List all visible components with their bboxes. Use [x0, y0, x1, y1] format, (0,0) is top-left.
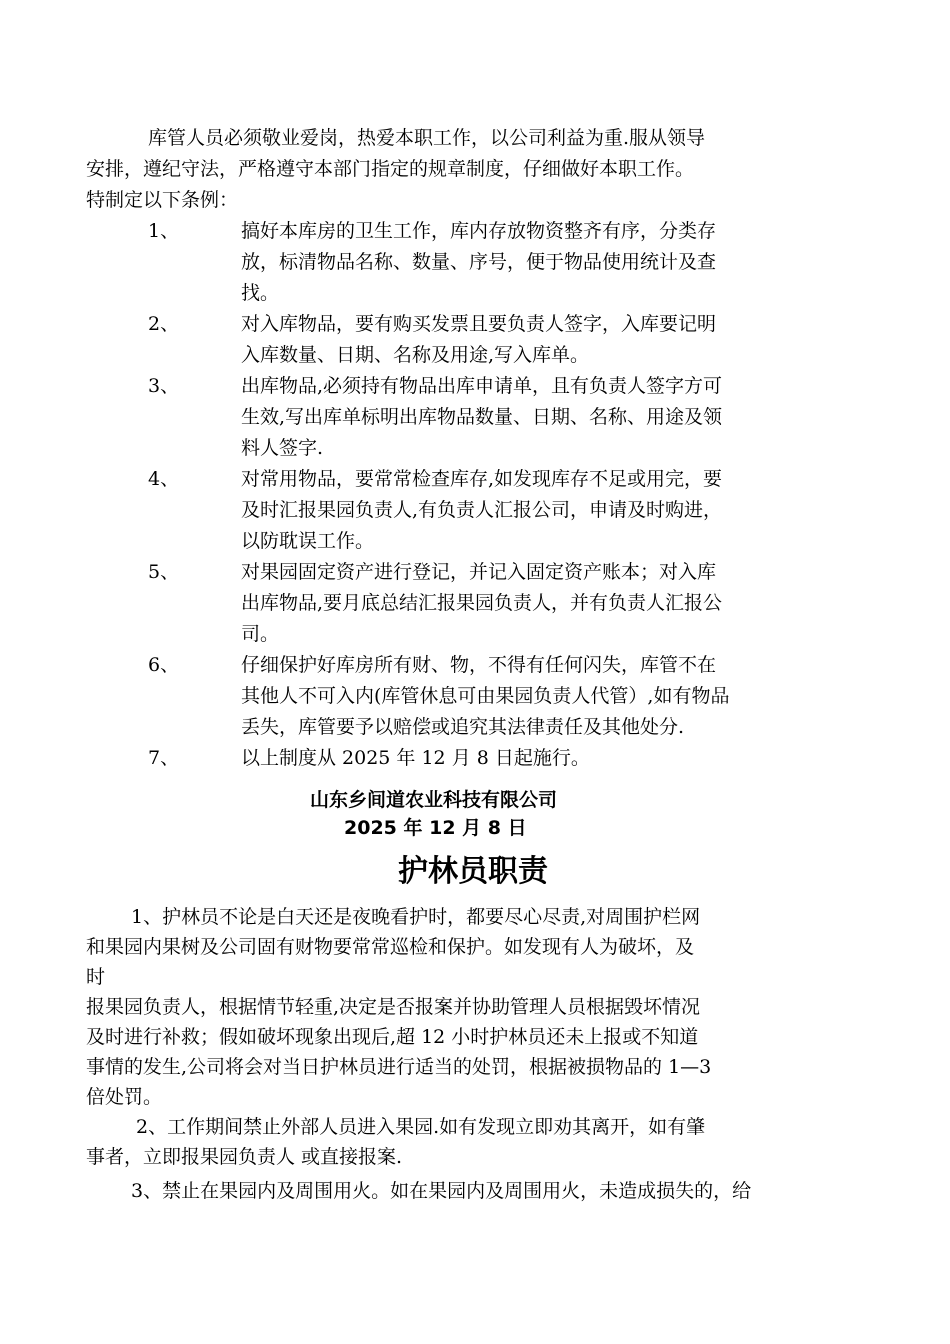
duty-line: 报果园负责人，根据情节轻重,决定是否报案并协助管理人员根据毁坏情况	[86, 996, 701, 1018]
duty-line: 事情的发生,公司将会对当日护林员进行适当的处罚，根据被损物品的 1—3	[86, 1056, 712, 1078]
rule-number: 7、	[148, 747, 180, 769]
section-title: 护林员职责	[398, 854, 548, 889]
intro-line: 库管人员必须敬业爱岗，热爱本职工作，以公司利益为重.服从领导	[148, 127, 706, 149]
rule-line: 以防耽误工作。	[241, 530, 375, 552]
duty-line: 2、工作期间禁止外部人员进入果园.如有发现立即劝其离开，如有肇	[136, 1116, 706, 1138]
rule-line: 放，标清物品名称、数量、序号，便于物品使用统计及查	[241, 251, 717, 273]
rule-number: 1、	[148, 220, 180, 242]
signature-date: 2025 年 12 月 8 日	[344, 817, 527, 839]
rule-line: 其他人不可入内(库管休息可由果园负责人代管）,如有物品	[241, 685, 730, 707]
rule-line: 对果园固定资产进行登记，并记入固定资产账本；对入库	[241, 561, 717, 583]
rule-line: 料人签字.	[241, 437, 324, 459]
rule-line: 司。	[241, 623, 280, 645]
rule-line: 仔细保护好库房所有财、物，不得有任何闪失，库管不在	[241, 654, 717, 676]
rule-line: 入库数量、日期、名称及用途,写入库单。	[241, 344, 590, 366]
rule-number: 6、	[148, 654, 180, 676]
intro-line: 安排，遵纪守法，严格遵守本部门指定的规章制度，仔细做好本职工作。	[86, 158, 695, 180]
company-name: 山东乡间道农业科技有限公司	[310, 789, 558, 811]
duty-line: 1、护林员不论是白天还是夜晚看护时，都要尽心尽责,对周围护栏网	[131, 906, 701, 928]
duty-line: 及时进行补救；假如破坏现象出现后,超 12 小时护林员还未上报或不知道	[86, 1026, 699, 1048]
rule-line: 出库物品,要月底总结汇报果园负责人，并有负责人汇报公	[241, 592, 723, 614]
rule-line: 对入库物品，要有购买发票且要负责人签字，入库要记明	[241, 313, 717, 335]
duty-line: 和果园内果树及公司固有财物要常常巡检和保护。如发现有人为破坏，及	[86, 936, 695, 958]
rule-line: 出库物品,必须持有物品出库申请单，且有负责人签字方可	[241, 375, 723, 397]
duty-line: 倍处罚。	[86, 1086, 163, 1108]
rule-number: 5、	[148, 561, 180, 583]
rule-number: 4、	[148, 468, 180, 490]
rule-line: 搞好本库房的卫生工作，库内存放物资整齐有序，分类存	[241, 220, 717, 242]
rule-line: 对常用物品，要常常检查库存,如发现库存不足或用完，要	[241, 468, 723, 490]
rule-line: 及时汇报果园负责人,有负责人汇报公司，申请及时购进，	[241, 499, 723, 521]
rule-number: 2、	[148, 313, 180, 335]
duty-line: 事者，立即报果园负责人 或直接报案.	[86, 1146, 403, 1168]
rule-line: 生效,写出库单标明出库物品数量、日期、名称、用途及领	[241, 406, 723, 428]
rule-number: 3、	[148, 375, 180, 397]
intro-line: 特制定以下条例：	[86, 189, 239, 211]
duty-line: 时	[86, 966, 106, 988]
rule-line: 找。	[241, 282, 280, 304]
duty-line: 3、禁止在果园内及周围用火。如在果园内及周围用火，未造成损失的，给	[131, 1180, 752, 1202]
rule-line: 丢失，库管要予以赔偿或追究其法律责任及其他处分.	[241, 716, 685, 738]
rule-line: 以上制度从 2025 年 12 月 8 日起施行。	[241, 747, 590, 769]
